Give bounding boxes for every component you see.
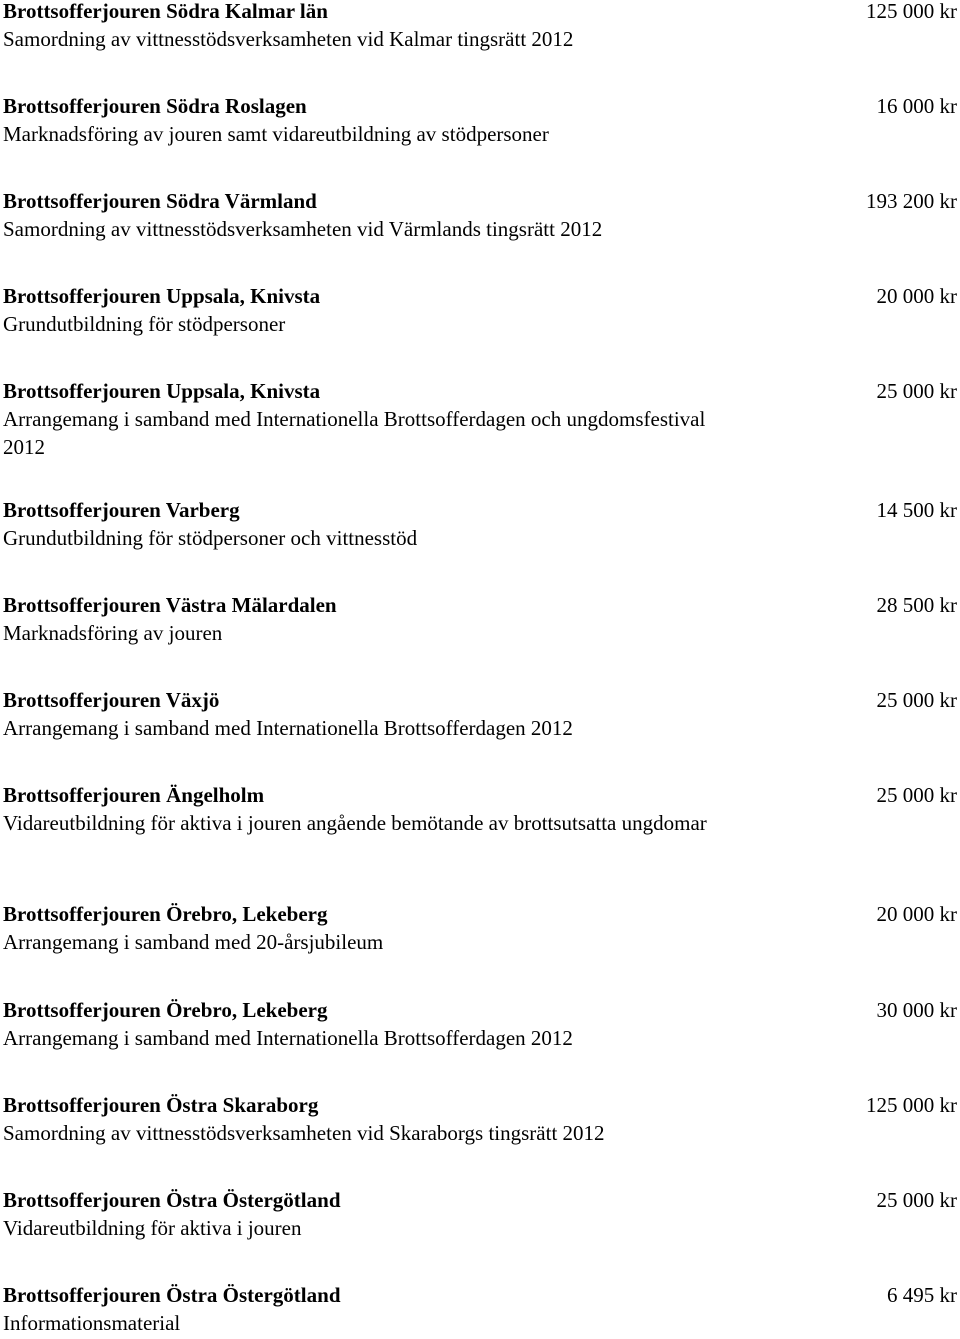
grant-description: Arrangemang i samband med Internationella Brottsofferdagen och ungdomsfestival 2012 xyxy=(3,407,706,459)
grant-amount: 20 000 kr xyxy=(876,284,957,308)
grant-entry xyxy=(3,1091,957,1147)
grant-description: Samordning av vittnesstödsverksamheten vid Kalmar tingsrätt 2012 xyxy=(3,27,574,51)
grant-description: Marknadsföring av jouren xyxy=(3,621,223,645)
organization-name: Brottsofferjouren Västra Mälardalen xyxy=(3,593,337,617)
organization-name: Brottsofferjouren Uppsala, Knivsta xyxy=(3,284,321,308)
grant-amount: 14 500 kr xyxy=(876,498,957,522)
grant-amount: 25 000 kr xyxy=(876,688,957,712)
organization-name: Brottsofferjouren Södra Roslagen xyxy=(3,94,307,118)
grant-amount: 28 500 kr xyxy=(876,593,957,617)
grant-description: Grundutbildning för stödpersoner xyxy=(3,312,286,336)
organization-name: Brottsofferjouren Ängelholm xyxy=(3,783,265,807)
organization-name: Brottsofferjouren Örebro, Lekeberg xyxy=(3,902,328,926)
grant-amount: 20 000 kr xyxy=(876,902,957,926)
organization-name: Brottsofferjouren Östra Skaraborg xyxy=(3,1093,319,1117)
grant-description: Marknadsföring av jouren samt vidareutbildning av stödpersoner xyxy=(3,122,549,146)
grant-entry xyxy=(3,1186,957,1242)
grant-amount: 125 000 kr xyxy=(866,1093,957,1117)
grant-description: Arrangemang i samband med Internationella Brottsofferdagen 2012 xyxy=(3,716,573,740)
grant-entry xyxy=(3,996,957,1052)
grant-description: Vidareutbildning för aktiva i jouren xyxy=(3,1216,302,1240)
organization-name: Brottsofferjouren Östra Östergötland xyxy=(3,1283,341,1307)
grant-amount: 25 000 kr xyxy=(876,783,957,807)
grant-entry xyxy=(3,282,957,338)
grant-entry xyxy=(3,591,957,647)
grant-description: Grundutbildning för stödpersoner och vittnesstöd xyxy=(3,526,418,550)
organization-name: Brottsofferjouren Södra Kalmar län xyxy=(3,0,328,23)
grant-entry xyxy=(3,0,957,53)
grant-amount: 25 000 kr xyxy=(876,1188,957,1212)
grant-amount: 125 000 kr xyxy=(866,0,957,23)
grant-description: Arrangemang i samband med Internationella Brottsofferdagen 2012 xyxy=(3,1026,573,1050)
organization-name: Brottsofferjouren Örebro, Lekeberg xyxy=(3,998,328,1022)
grant-description: Arrangemang i samband med 20-årsjubileum xyxy=(3,930,384,954)
grant-amount: 25 000 kr xyxy=(876,379,957,403)
grant-entry xyxy=(3,187,957,243)
grant-entry xyxy=(3,92,957,148)
organization-name: Brottsofferjouren Varberg xyxy=(3,498,240,522)
grant-entry xyxy=(3,1281,957,1337)
grant-description: Vidareutbildning för aktiva i jouren angående bemötande av brottsutsatta ungdomar xyxy=(3,811,707,835)
grant-entry xyxy=(3,496,957,552)
organization-name: Brottsofferjouren Uppsala, Knivsta xyxy=(3,379,321,403)
grant-description: Samordning av vittnesstödsverksamheten vid Värmlands tingsrätt 2012 xyxy=(3,217,603,241)
organization-name: Brottsofferjouren Östra Östergötland xyxy=(3,1188,341,1212)
grant-entry xyxy=(3,900,957,956)
grant-entry xyxy=(3,377,957,461)
grant-amount: 6 495 kr xyxy=(887,1283,957,1307)
grant-description: Informationsmaterial xyxy=(3,1311,181,1335)
grant-description: Samordning av vittnesstödsverksamheten vid Skaraborgs tingsrätt 2012 xyxy=(3,1121,605,1145)
grant-amount: 16 000 kr xyxy=(876,94,957,118)
grant-entry xyxy=(3,781,957,837)
grant-entry xyxy=(3,686,957,742)
grant-amount: 193 200 kr xyxy=(866,189,957,213)
organization-name: Brottsofferjouren Södra Värmland xyxy=(3,189,317,213)
grant-amount: 30 000 kr xyxy=(876,998,957,1022)
organization-name: Brottsofferjouren Växjö xyxy=(3,688,220,712)
